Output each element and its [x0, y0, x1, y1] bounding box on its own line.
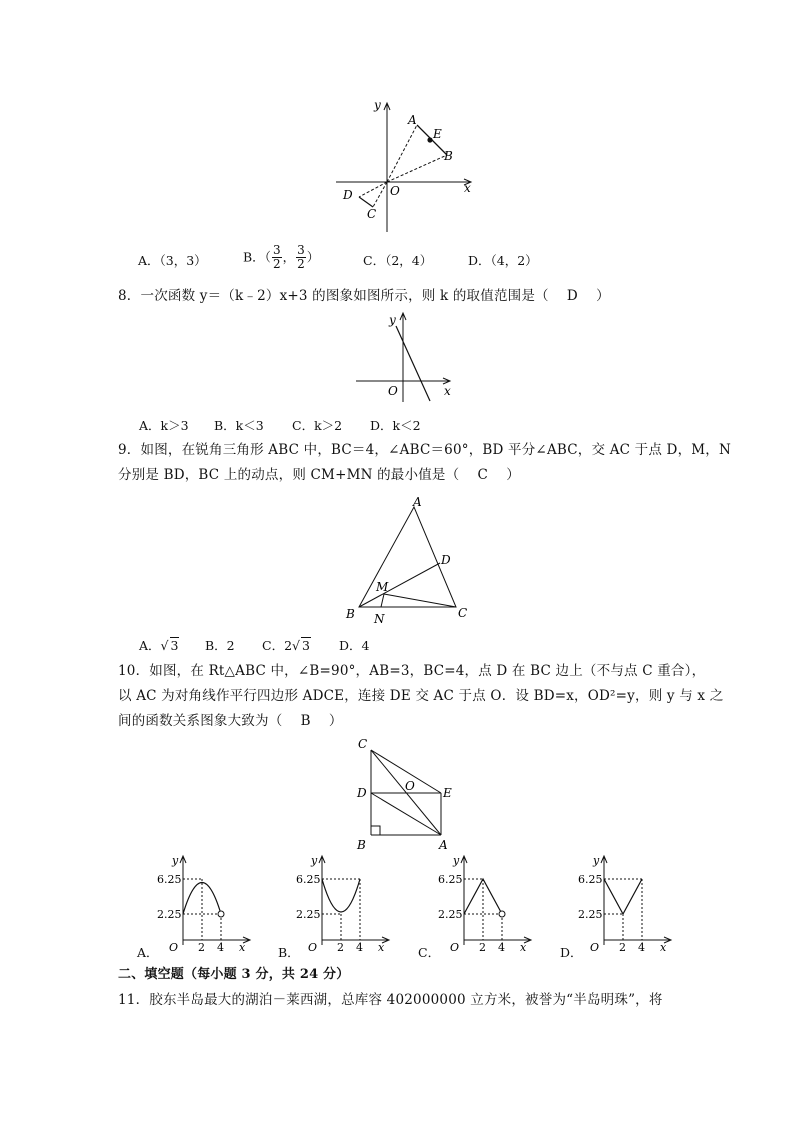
- q9-option-a-prefix: A．: [139, 638, 161, 653]
- q10-side-da: [371, 793, 441, 835]
- q7-option-b: [243, 244, 319, 271]
- q10-gb-225: 2.25: [296, 908, 321, 921]
- q7-label-y: y: [374, 98, 381, 112]
- q10-graph-d-lines: [604, 879, 642, 914]
- q7-label-e: E: [433, 127, 442, 141]
- q7-option-a: A．（3，3）: [138, 253, 207, 268]
- q10-gb-4: 4: [356, 941, 363, 954]
- q10-graph-a-open-point: [218, 911, 224, 917]
- q10-graph-a-curve: [183, 883, 221, 915]
- q10-right-angle-mark: [371, 826, 380, 835]
- q7-fraction-2: [296, 244, 306, 271]
- q7-label-b: B: [444, 149, 453, 163]
- q9-label-m: M: [376, 580, 389, 594]
- q9-option-d: D．4: [339, 638, 370, 653]
- q10-gd-2: 2: [619, 941, 626, 954]
- q10-gc-x: x: [520, 941, 527, 954]
- q10-graph-c-lines: [464, 879, 502, 914]
- q8-stem: 8．一次函数 y＝（k﹣2）x+3 的图象如图所示，则 k 的取值范围是（ D ）: [118, 288, 610, 304]
- q9-label-c: C: [458, 606, 468, 620]
- q10-label-o: O: [405, 779, 415, 793]
- q8-y-arrow: [400, 313, 406, 320]
- q10-option-b: B．: [278, 945, 300, 960]
- q8-option-b: B．k＜3: [214, 418, 264, 433]
- q10-gd-225: 2.25: [578, 908, 603, 921]
- q7-fraction-2-num: 3: [297, 243, 305, 257]
- q10-label-c: C: [358, 737, 368, 751]
- q9-segment-mn: [381, 594, 384, 607]
- q9-label-n: N: [374, 612, 385, 626]
- q10-ga-4: 4: [217, 941, 224, 954]
- section-heading: 二、填空题（每小题 3 分，共 24 分）: [118, 967, 350, 982]
- q10-gc-225: 2.25: [438, 908, 463, 921]
- q9-option-b: B．2: [205, 638, 235, 653]
- q10-gb-y: y: [311, 854, 318, 867]
- q8-option-d: D．k＜2: [370, 418, 421, 433]
- q10-gb-625: 6.25: [296, 873, 321, 886]
- q7-fraction-2-den: 2: [297, 257, 305, 271]
- q9-option-a-radicand: 3: [170, 638, 179, 653]
- q7-fraction-1: [272, 244, 282, 271]
- q10-stem-line2: 以 AC 为对角线作平行四边形 ADCE，连接 DE 交 AC 于点 O．设 BD=x，OD²=y，则 y 与 x 之: [118, 688, 724, 704]
- q10-gd-625: 6.25: [578, 873, 603, 886]
- q7-label-a: A: [408, 113, 417, 127]
- q10-label-d: D: [357, 786, 367, 800]
- q10-ga-225: 2.25: [157, 908, 182, 921]
- q10-ga-y: y: [172, 854, 179, 867]
- q7-segment-ab: [417, 125, 447, 155]
- q7-option-b-prefix: B．（: [243, 249, 271, 265]
- q10-gd-o: O: [590, 941, 600, 954]
- q10-ga-x: x: [239, 941, 246, 954]
- q8-option-c: C．k＞2: [292, 418, 343, 433]
- q10-option-a: A．: [137, 945, 159, 960]
- q7-label-d: D: [343, 188, 353, 202]
- q10-label-a: A: [439, 838, 448, 852]
- q9-option-a: [139, 637, 179, 655]
- q9-option-a-sqrt: √ 3: [160, 638, 179, 653]
- q8-function-line: [396, 326, 430, 401]
- q8-option-a: A．k＞3: [139, 418, 189, 433]
- q9-label-d: D: [441, 553, 451, 567]
- q10-gb-o: O: [308, 941, 318, 954]
- q10-stem-line1: 10．如图，在 Rt△ABC 中，∠B=90°，AB=3，BC=4，点 D 在 BC 边上（不与点 C 重合），: [118, 663, 706, 679]
- q9-label-b: B: [346, 607, 355, 621]
- q10-gc-y: y: [453, 854, 460, 867]
- q9-stem-line2: 分别是 BD，BC 上的动点，则 CM+MN 的最小值是（ C ）: [118, 467, 520, 483]
- q7-segment-dc: [359, 197, 373, 207]
- q10-ga-o: O: [169, 941, 179, 954]
- q8-label-x: x: [444, 384, 451, 398]
- q7-label-c: C: [367, 207, 377, 221]
- q10-gd-4: 4: [638, 941, 645, 954]
- q7-option-b-suffix: ）: [306, 249, 320, 265]
- q10-gb-2: 2: [337, 941, 344, 954]
- q10-option-c: C．: [418, 945, 441, 960]
- q9-option-c: [262, 637, 311, 655]
- q9-option-c-prefix: C．2: [262, 638, 293, 653]
- q10-gc-4: 4: [498, 941, 505, 954]
- q10-graph-b-curve: [322, 879, 360, 912]
- q7-option-c: C．（2，4）: [363, 253, 433, 268]
- q7-fraction-1-den: 2: [272, 257, 281, 271]
- q8-label-o: O: [388, 384, 398, 398]
- q7-option-b-sep: ，: [282, 249, 296, 265]
- q10-label-b: B: [357, 838, 366, 852]
- q9-segment-cm: [384, 594, 456, 607]
- q7-option-d: D．（4，2）: [468, 253, 538, 268]
- q7-label-x: x: [464, 181, 471, 195]
- q9-option-c-sqrt: √ 3: [292, 638, 310, 653]
- q7-y-arrow: [384, 103, 390, 110]
- q10-gc-2: 2: [479, 941, 486, 954]
- q9-triangle-abc: [359, 507, 456, 607]
- q10-graph-c-open-point: [499, 911, 505, 917]
- q10-gb-x: x: [378, 941, 385, 954]
- q10-gd-y: y: [593, 854, 600, 867]
- q10-stem-line3: 间的函数关系图象大致为（ B ）: [118, 713, 343, 729]
- q9-segment-bd: [359, 563, 440, 607]
- q9-option-c-radicand: 3: [302, 638, 310, 653]
- q10-ga-2: 2: [198, 941, 205, 954]
- q10-option-d: D．: [560, 945, 583, 960]
- q11-stem: 11．胶东半岛最大的湖泊－莱西湖，总库容 402000000 立方米，被誉为“半岛明珠”，将: [118, 992, 663, 1008]
- q8-label-y: y: [389, 313, 396, 327]
- q10-label-e: E: [443, 786, 452, 800]
- q10-gc-625: 6.25: [438, 873, 463, 886]
- q7-point-e: [427, 137, 432, 142]
- q10-diagonal-ac: [371, 750, 441, 835]
- q7-x-arrow: [464, 179, 471, 185]
- q10-side-ce: [371, 750, 441, 793]
- q10-gc-o: O: [450, 941, 460, 954]
- q8-x-arrow: [443, 378, 450, 384]
- q10-gd-x: x: [660, 941, 667, 954]
- q9-stem-line1: 9．如图，在锐角三角形 ABC 中，BC＝4，∠ABC＝60°，BD 平分∠ABC，交 AC 于点 D，M，N: [118, 442, 732, 458]
- q10-ga-625: 6.25: [157, 873, 182, 886]
- q7-fraction-1-num: 3: [272, 243, 281, 257]
- q7-label-o: O: [390, 184, 400, 198]
- q9-label-a: A: [413, 495, 422, 509]
